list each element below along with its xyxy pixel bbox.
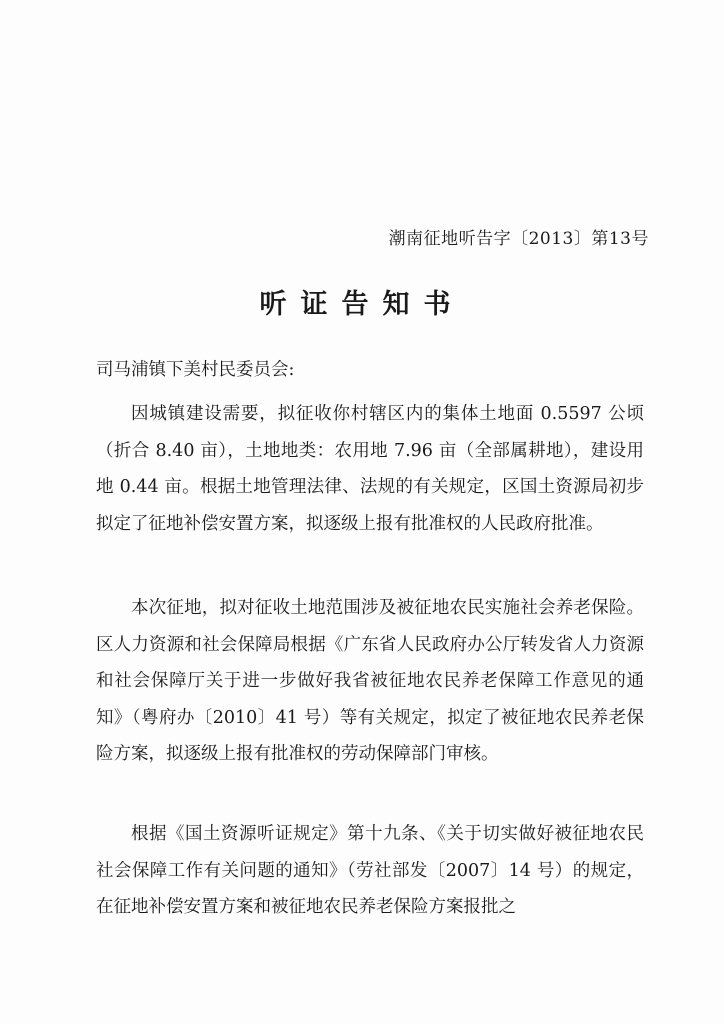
document-number: 潮南征地听告字〔2013〕第13号 [388,229,649,249]
body-paragraph-3: 根据《国土资源听证规定》第十九条、《关于切实做好被征地农民社会保障工作有关问题的通知》（劳社部发〔2007〕14 号）的规定，在征地补偿安置方案和被征地农民养老保险方案报批之 [96,824,644,918]
body-paragraph-1: 因城镇建设需要，拟征收你村辖区内的集体土地面 0.5597 公顷（折合 8.40 亩），土地地类：农用地 7.96 亩（全部属耕地），建设用地 0.44 亩。根据土地管理法律、法规的有关规定，区国土资源局初步拟定了征地补偿安置方案，拟逐级上报有批准权的人民政府批准。 [96,404,644,534]
document-title: 听证告知书 [259,289,465,320]
addressee: 司马浦镇下美村民委员会: [96,360,295,380]
body-paragraph-2: 本次征地，拟对征收土地范围涉及被征地农民实施社会养老保险。区人力资源和社会保障局根据《广东省人民政府办公厅转发省人力资源和社会保障厅关于进一步做好我省被征地农民养老保障工作意见的通知》（粤府办〔2010〕41 号）等有关规定，拟定了被征地农民养老保险方案，拟逐级上报有批准权的劳动保障部门审核。 [96,598,644,765]
